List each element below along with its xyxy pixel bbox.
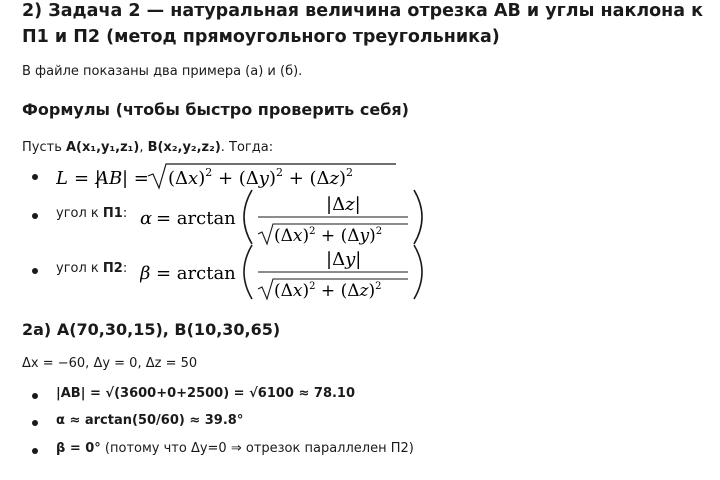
svg-text:AB: AB: [96, 168, 123, 189]
result-alpha: α ≈ arctan(50/60) ≈ 39.8°: [56, 413, 244, 428]
formulas-heading: Формулы (чтобы быстро проверить себя): [22, 100, 409, 119]
let-prefix: Пусть: [22, 140, 66, 155]
bullet-dot: [32, 393, 38, 399]
svg-text:|Δz|: |Δz|: [326, 194, 361, 215]
svg-text:L: L: [56, 168, 68, 189]
point-a: A(x₁,y₁,z₁): [65, 140, 140, 155]
formula-beta-svg: [140, 241, 520, 303]
deltas-line: Δx = −60, Δy = 0, Δz = 50: [22, 356, 198, 371]
svg-text:| =: | =: [122, 168, 149, 189]
svg-text:β: β: [140, 263, 151, 284]
example-heading: 2а) A(70,30,15), B(10,30,65): [22, 320, 281, 339]
svg-text:(Δx)2 + (Δy)2 + (Δz)2: $(\Delta x)^2 + (\Delta y)^2 + (\Delta z)^2$: [168, 166, 354, 189]
bullet-dot: [32, 268, 38, 274]
svg-text:(Δx)2 + (Δz)2: $(\Delta x)^2 + (\Delta z)^2$: [274, 281, 382, 301]
svg-text:= |: = |: [74, 168, 101, 189]
formula-alpha-svg: [140, 186, 520, 248]
let-suffix: . Тогда:: [220, 140, 274, 155]
svg-text:= arctan: = arctan: [156, 208, 236, 229]
intro-text: В файле показаны два примера (а) и (б).: [22, 64, 303, 79]
bullet-dot: [32, 213, 38, 219]
result-beta: β = 0° (потому что Δy=0 ⇒ отрезок параллелен П2): [56, 441, 414, 456]
svg-text:= arctan: = arctan: [156, 263, 236, 284]
svg-text:α: α: [140, 208, 153, 229]
let-line: Пусть A(x₁,y₁,z₁), B(x₂,y₂,z₂). Тогда:: [22, 140, 274, 155]
task-title: 2) Задача 2 — натуральная величина отрезка AB и углы наклона к П1 и П2 (метод прямоугольного треугольника): [22, 1, 704, 47]
svg-text:(Δx)2 + (Δy)2: $(\Delta x)^2 + (\Delta y)^2$: [274, 226, 383, 246]
svg-text:|Δy|: |Δy|: [326, 249, 362, 270]
point-b: B(x₂,y₂,z₂): [147, 140, 221, 155]
bullet-dot: [32, 420, 38, 426]
result-length: |AB| = √(3600+0+2500) = √6100 ≈ 78.10: [56, 386, 356, 401]
bullet-dot: [32, 448, 38, 454]
bullet-dot: [32, 174, 38, 180]
